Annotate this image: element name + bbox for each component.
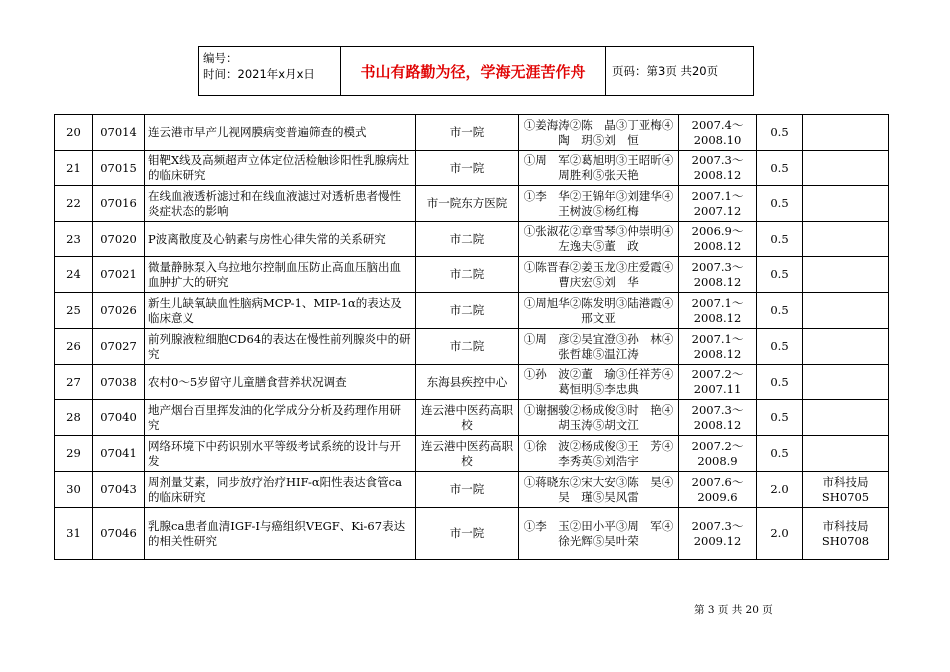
row-people-line-1: ①孙 波②董 瑜③任祥芳④ (523, 367, 674, 381)
row-code: 07021 (93, 257, 145, 293)
row-people-line-2: 周胜利⑤张天艳 (558, 168, 639, 182)
row-people-line-1: ①李 玉②田小平③周 军④ (523, 518, 674, 533)
row-date-line-2: 2008.12 (693, 310, 742, 325)
row-unit: 连云港中医药高职校 (416, 436, 519, 472)
row-date-line-1: 2007.3～ (691, 518, 744, 533)
row-unit: 市一院 (416, 115, 519, 151)
row-date (679, 293, 757, 329)
row-index: 29 (55, 436, 93, 472)
row-unit: 市一院 (416, 508, 519, 560)
row-unit: 市一院东方医院 (416, 186, 519, 222)
row-fund: 0.5 (757, 365, 803, 400)
row-fund: 0.5 (757, 400, 803, 436)
table-row (55, 257, 889, 293)
row-code: 07014 (93, 115, 145, 151)
row-index: 20 (55, 115, 93, 151)
row-date (679, 115, 757, 151)
row-date-line-1: 2007.1～ (691, 331, 744, 346)
row-people-line-1: ①李 华②王锦年③刘建华④ (523, 188, 674, 203)
row-index: 22 (55, 186, 93, 222)
row-date-line-1: 2007.1～ (691, 188, 744, 203)
row-date-line-2: 2007.12 (693, 203, 742, 218)
row-people (519, 365, 679, 400)
table-row (55, 472, 889, 508)
row-title: 钼靶X线及高频超声立体定位活检触诊阳性乳腺病灶的临床研究 (145, 151, 416, 186)
row-date (679, 400, 757, 436)
row-people (519, 222, 679, 257)
row-people-line-1: ①姜海涛②陈 晶③丁亚梅④ (523, 117, 674, 132)
row-title: 微量静脉泵入乌拉地尔控制血压防止高血压脑出血血肿扩大的研究 (145, 257, 416, 293)
row-people-line-2: 曹庆宏⑤刘 华 (558, 274, 639, 289)
row-people (519, 186, 679, 222)
row-code: 07040 (93, 400, 145, 436)
row-unit: 市二院 (416, 222, 519, 257)
row-index: 25 (55, 293, 93, 329)
table-row (55, 365, 889, 400)
row-people-line-1: ①张淑花②章雪琴③仲崇明④ (523, 224, 674, 238)
row-date-line-2: 2007.11 (693, 382, 742, 396)
row-date-line-1: 2007.4～ (691, 117, 744, 132)
row-fund: 0.5 (757, 329, 803, 365)
row-unit: 市一院 (416, 151, 519, 186)
row-people-line-1: ①谢捆骏②杨成俊③时 艳④ (523, 402, 674, 417)
row-fund: 0.5 (757, 257, 803, 293)
row-people-line-2: 陶 玥⑤刘 恒 (558, 132, 639, 147)
row-people-line-1: ①陈晋春②姜玉龙③庄爱霞④ (523, 259, 674, 274)
row-code: 07046 (93, 508, 145, 560)
row-title: 前列腺液粒细胞CD64的表达在慢性前列腺炎中的研究 (145, 329, 416, 365)
row-date-line-1: 2007.2～ (691, 438, 744, 453)
row-remark (803, 400, 889, 436)
table-row (55, 293, 889, 329)
row-remark (803, 436, 889, 472)
row-people (519, 293, 679, 329)
page-header (198, 46, 754, 96)
row-code: 07016 (93, 186, 145, 222)
row-date-line-1: 2007.6～ (691, 474, 744, 489)
page-footer: 第 3 页 共 20 页 (694, 604, 773, 616)
row-index: 23 (55, 222, 93, 257)
serial-label: 编号： (203, 51, 238, 65)
header-motto: 书山有路勤为径，学海无涯苦作舟 (341, 47, 606, 95)
table-row (55, 151, 889, 186)
header-page: 页码：第3页 共20页 (612, 64, 719, 78)
row-fund: 0.5 (757, 186, 803, 222)
row-people (519, 329, 679, 365)
row-people-line-1: ①蒋晓东②宋大安③陈 昊④ (523, 474, 674, 489)
time-label: 时间：2021年x月x日 (203, 67, 315, 81)
row-people (519, 472, 679, 508)
row-date-line-2: 2009.6 (697, 489, 738, 504)
row-index: 24 (55, 257, 93, 293)
row-date-line-2: 2008.12 (693, 346, 742, 361)
row-index: 21 (55, 151, 93, 186)
row-remark (803, 257, 889, 293)
row-date (679, 257, 757, 293)
row-fund: 0.5 (757, 115, 803, 151)
project-table (54, 114, 889, 560)
row-date-line-1: 2007.1～ (691, 295, 744, 310)
row-index: 26 (55, 329, 93, 365)
row-date-line-1: 2007.2～ (691, 367, 744, 381)
row-title: 乳腺ca患者血清IGF-I与癌组织VEGF、Ki-67表达的相关性研究 (145, 508, 416, 560)
table-row (55, 186, 889, 222)
row-remark (803, 115, 889, 151)
row-unit: 市二院 (416, 293, 519, 329)
row-code: 07043 (93, 472, 145, 508)
row-unit: 市一院 (416, 472, 519, 508)
table-row (55, 222, 889, 257)
row-remark (803, 222, 889, 257)
row-title: 新生儿缺氧缺血性脑病MCP-1、MIP-1α的表达及临床意义 (145, 293, 416, 329)
row-date (679, 329, 757, 365)
row-fund: 2.0 (757, 472, 803, 508)
row-people (519, 257, 679, 293)
row-index: 30 (55, 472, 93, 508)
row-remark: 市科技局SH0708 (803, 508, 889, 560)
row-people-line-2: 吴 瑾⑤吴风雷 (558, 489, 639, 504)
table-row (55, 400, 889, 436)
row-title: 网络环境下中药识别水平等级考试系统的设计与开发 (145, 436, 416, 472)
row-remark (803, 365, 889, 400)
row-code: 07015 (93, 151, 145, 186)
row-people (519, 400, 679, 436)
row-title: 在线血液透析滤过和在线血液滤过对透析患者慢性炎症状态的影响 (145, 186, 416, 222)
row-fund: 0.5 (757, 222, 803, 257)
table-row (55, 115, 889, 151)
row-fund: 0.5 (757, 293, 803, 329)
row-unit: 市二院 (416, 329, 519, 365)
row-index: 28 (55, 400, 93, 436)
row-unit: 市二院 (416, 257, 519, 293)
row-date-line-1: 2006.9～ (691, 224, 744, 238)
row-title: 连云港市早产儿视网膜病变普遍筛查的模式 (145, 115, 416, 151)
row-date (679, 222, 757, 257)
row-fund: 0.5 (757, 436, 803, 472)
row-date-line-1: 2007.3～ (691, 259, 744, 274)
row-date (679, 186, 757, 222)
row-code: 07020 (93, 222, 145, 257)
row-code: 07026 (93, 293, 145, 329)
row-date (679, 151, 757, 186)
row-date-line-2: 2008.12 (693, 239, 742, 253)
row-people-line-2: 张哲雄⑤温江涛 (558, 346, 639, 361)
row-title: 周剂量艾素，同步放疗治疗HIF-α阳性表达食管ca的临床研究 (145, 472, 416, 508)
row-fund: 2.0 (757, 508, 803, 560)
row-code: 07027 (93, 329, 145, 365)
row-code: 07041 (93, 436, 145, 472)
row-date-line-2: 2008.10 (693, 132, 742, 147)
table-row (55, 436, 889, 472)
row-date-line-2: 2008.9 (697, 453, 738, 468)
row-date-line-2: 2008.12 (693, 274, 742, 289)
row-remark: 市科技局SH0705 (803, 472, 889, 508)
table-row (55, 508, 889, 560)
row-title: P波离散度及心钠素与房性心律失常的关系研究 (145, 222, 416, 257)
row-date-line-2: 2009.12 (693, 533, 742, 548)
row-people-line-2: 邢文亚 (581, 310, 616, 325)
row-date (679, 472, 757, 508)
row-people-line-2: 徐光辉⑤吴叶荣 (558, 533, 639, 548)
row-remark (803, 151, 889, 186)
row-people-line-2: 王树波⑤杨红梅 (558, 203, 639, 218)
row-people-line-1: ①周旭华②陈发明③陆港霞④ (523, 295, 674, 310)
row-remark (803, 293, 889, 329)
row-date-line-1: 2007.3～ (691, 402, 744, 417)
row-remark (803, 329, 889, 365)
row-unit: 连云港中医药高职校 (416, 400, 519, 436)
row-people-line-1: ①徐 波②杨成俊③王 芳④ (523, 438, 674, 453)
header-meta (199, 47, 341, 95)
row-date-line-1: 2007.3～ (691, 153, 744, 167)
row-unit: 东海县疾控中心 (416, 365, 519, 400)
row-title: 农村0～5岁留守儿童膳食营养状况调查 (145, 365, 416, 400)
row-index: 31 (55, 508, 93, 560)
row-people-line-2: 左逸夫⑤董 政 (558, 239, 639, 253)
row-people-line-2: 胡玉涛⑤胡文江 (558, 417, 639, 432)
row-code: 07038 (93, 365, 145, 400)
row-index: 27 (55, 365, 93, 400)
row-people (519, 508, 679, 560)
row-date-line-2: 2008.12 (693, 417, 742, 432)
row-date (679, 436, 757, 472)
row-date-line-2: 2008.12 (693, 168, 742, 182)
table-row (55, 329, 889, 365)
row-people-line-2: 葛恒明⑤李忠典 (558, 382, 639, 396)
row-people (519, 115, 679, 151)
row-people-line-2: 李秀英⑤刘浩宇 (558, 453, 639, 468)
row-people (519, 436, 679, 472)
row-people-line-1: ①周 彦②吴宜澄③孙 林④ (523, 331, 674, 346)
row-date (679, 508, 757, 560)
row-title: 地产烟台百里挥发油的化学成分分析及药理作用研究 (145, 400, 416, 436)
row-people-line-1: ①周 军②葛旭明③王昭昕④ (523, 153, 674, 167)
row-people (519, 151, 679, 186)
row-fund: 0.5 (757, 151, 803, 186)
row-date (679, 365, 757, 400)
row-remark (803, 186, 889, 222)
